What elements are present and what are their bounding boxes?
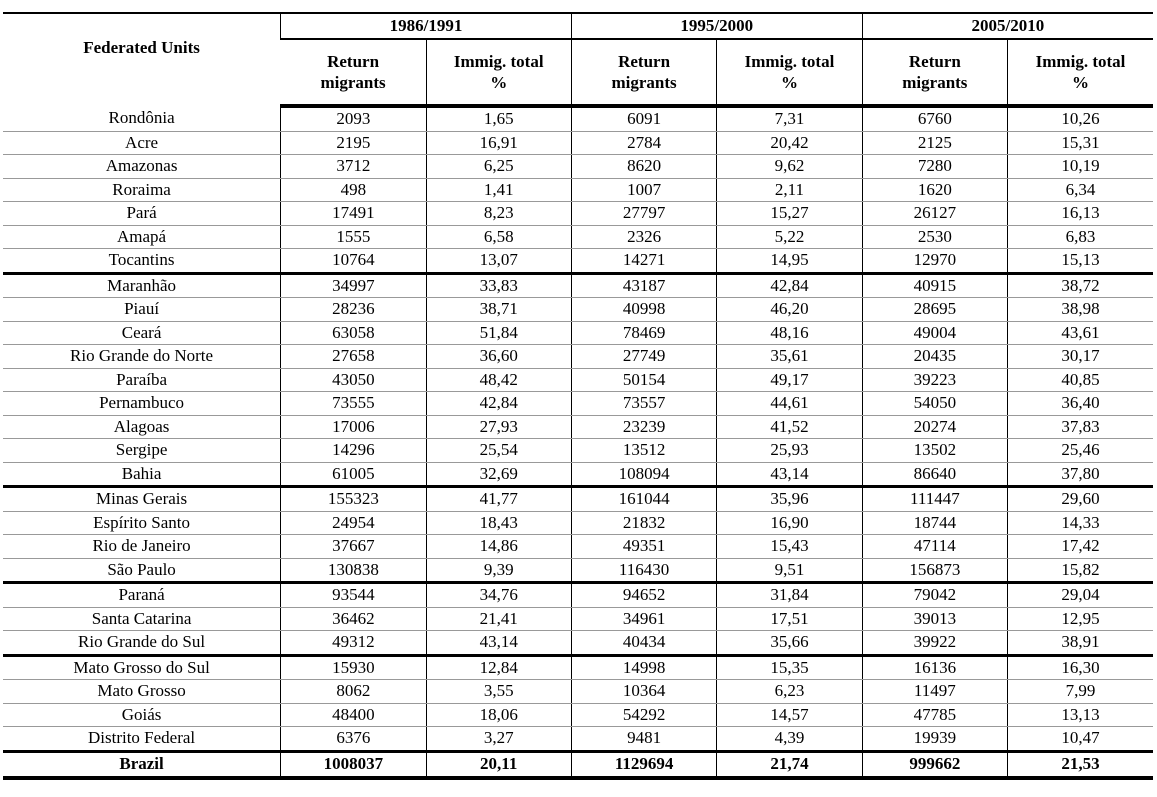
immig-percent-value: 34,76 (426, 583, 571, 608)
immig-percent-value: 51,84 (426, 321, 571, 345)
immig-percent-value: 6,25 (426, 155, 571, 179)
immig-percent-value: 41,77 (426, 487, 571, 512)
return-migrants-value: 6376 (281, 727, 426, 752)
state-name: Santa Catarina (3, 607, 281, 631)
state-name: Tocantins (3, 249, 281, 274)
return-migrants-value: 14998 (571, 655, 716, 680)
state-name: Piauí (3, 298, 281, 322)
header-line: % (1072, 73, 1090, 92)
return-migrants-value: 19939 (862, 727, 1007, 752)
immig-percent-value: 38,91 (1008, 631, 1153, 656)
immig-percent-value: 35,66 (717, 631, 862, 656)
immig-percent-value: 9,51 (717, 558, 862, 583)
immig-percent-value: 10,47 (1008, 727, 1153, 752)
state-name: Distrito Federal (3, 727, 281, 752)
return-migrants-value: 2195 (281, 131, 426, 155)
immig-percent-value: 16,30 (1008, 655, 1153, 680)
return-migrants-value: 39223 (862, 368, 1007, 392)
return-migrants-value: 36462 (281, 607, 426, 631)
return-migrants-value: 6760 (862, 106, 1007, 131)
table-row (3, 392, 1153, 416)
immig-percent-value: 14,57 (717, 703, 862, 727)
table-row (3, 535, 1153, 559)
immig-percent-value: 38,71 (426, 298, 571, 322)
immig-percent-value: 7,99 (1008, 680, 1153, 704)
immig-percent-value: 10,26 (1008, 106, 1153, 131)
immig-percent-value: 38,98 (1008, 298, 1153, 322)
return-migrants-value: 79042 (862, 583, 1007, 608)
return-migrants-value: 130838 (281, 558, 426, 583)
immig-total-header (426, 39, 571, 106)
immig-percent-value: 4,39 (717, 727, 862, 752)
immig-percent-value: 12,84 (426, 655, 571, 680)
return-migrants-value: 498 (281, 178, 426, 202)
return-migrants-value: 28236 (281, 298, 426, 322)
header-line: Return (327, 52, 380, 71)
header-line: migrants (611, 73, 677, 92)
return-migrants-value: 1620 (862, 178, 1007, 202)
immig-percent-value: 42,84 (426, 392, 571, 416)
return-migrants-value: 49004 (862, 321, 1007, 345)
return-migrants-value: 111447 (862, 487, 1007, 512)
immig-percent-value: 13,13 (1008, 703, 1153, 727)
period-header: 1986/1991 (281, 13, 572, 39)
immig-percent-value: 5,22 (717, 225, 862, 249)
return-migrants-value: 18744 (862, 511, 1007, 535)
immig-percent-value: 20,11 (426, 751, 571, 778)
return-migrants-value: 17491 (281, 202, 426, 226)
state-name: Rio de Janeiro (3, 535, 281, 559)
return-migrants-value: 14271 (571, 249, 716, 274)
table-row (3, 631, 1153, 656)
state-name: Acre (3, 131, 281, 155)
return-migrants-header (862, 39, 1007, 106)
return-migrants-value: 2326 (571, 225, 716, 249)
header-line: Immig. total (744, 52, 835, 71)
return-migrants-value: 34961 (571, 607, 716, 631)
immig-percent-value: 43,14 (426, 631, 571, 656)
table-row (3, 558, 1153, 583)
immig-percent-value: 1,41 (426, 178, 571, 202)
immig-percent-value: 32,69 (426, 462, 571, 487)
table-row (3, 439, 1153, 463)
immig-total-header (717, 39, 862, 106)
immig-percent-value: 17,42 (1008, 535, 1153, 559)
immig-percent-value: 10,19 (1008, 155, 1153, 179)
return-migrants-value: 47785 (862, 703, 1007, 727)
return-migrants-value: 34997 (281, 273, 426, 298)
return-migrants-value: 37667 (281, 535, 426, 559)
table-row (3, 321, 1153, 345)
immig-percent-value: 18,06 (426, 703, 571, 727)
immig-percent-value: 36,60 (426, 345, 571, 369)
table-row (3, 415, 1153, 439)
return-migrants-value: 21832 (571, 511, 716, 535)
state-name: Rio Grande do Sul (3, 631, 281, 656)
immig-percent-value: 15,13 (1008, 249, 1153, 274)
state-name: Espírito Santo (3, 511, 281, 535)
immig-percent-value: 48,42 (426, 368, 571, 392)
state-name: Roraima (3, 178, 281, 202)
return-migrants-value: 49351 (571, 535, 716, 559)
return-migrants-value: 27797 (571, 202, 716, 226)
table-row (3, 583, 1153, 608)
immig-percent-value: 15,35 (717, 655, 862, 680)
state-name: Amapá (3, 225, 281, 249)
table-row (3, 462, 1153, 487)
table-row (3, 131, 1153, 155)
return-migrants-value: 27749 (571, 345, 716, 369)
state-name: Maranhão (3, 273, 281, 298)
return-migrants-value: 73555 (281, 392, 426, 416)
return-migrants-table (3, 12, 1153, 780)
return-migrants-value: 10364 (571, 680, 716, 704)
return-migrants-value: 13502 (862, 439, 1007, 463)
return-migrants-value: 20274 (862, 415, 1007, 439)
return-migrants-value: 78469 (571, 321, 716, 345)
table-row (3, 298, 1153, 322)
return-migrants-value: 14296 (281, 439, 426, 463)
immig-percent-value: 25,54 (426, 439, 571, 463)
return-migrants-value: 155323 (281, 487, 426, 512)
return-migrants-value: 23239 (571, 415, 716, 439)
table-row (3, 202, 1153, 226)
immig-percent-value: 16,90 (717, 511, 862, 535)
return-migrants-value: 54050 (862, 392, 1007, 416)
immig-percent-value: 15,82 (1008, 558, 1153, 583)
return-migrants-header (281, 39, 426, 106)
return-migrants-value: 7280 (862, 155, 1007, 179)
header-line: Return (618, 52, 671, 71)
immig-percent-value: 25,93 (717, 439, 862, 463)
immig-percent-value: 9,62 (717, 155, 862, 179)
immig-percent-value: 15,27 (717, 202, 862, 226)
return-migrants-value: 17006 (281, 415, 426, 439)
immig-percent-value: 29,60 (1008, 487, 1153, 512)
immig-percent-value: 40,85 (1008, 368, 1153, 392)
immig-percent-value: 14,86 (426, 535, 571, 559)
immig-percent-value: 2,11 (717, 178, 862, 202)
return-migrants-value: 1007 (571, 178, 716, 202)
return-migrants-value: 10764 (281, 249, 426, 274)
period-header: 2005/2010 (862, 13, 1153, 39)
return-migrants-value: 40915 (862, 273, 1007, 298)
return-migrants-header (571, 39, 716, 106)
return-migrants-value: 3712 (281, 155, 426, 179)
table-row (3, 225, 1153, 249)
return-migrants-value: 48400 (281, 703, 426, 727)
return-migrants-value: 86640 (862, 462, 1007, 487)
table-row (3, 249, 1153, 274)
immig-percent-value: 35,96 (717, 487, 862, 512)
immig-percent-value: 7,31 (717, 106, 862, 131)
return-migrants-value: 13512 (571, 439, 716, 463)
state-name: Rio Grande do Norte (3, 345, 281, 369)
immig-percent-value: 6,23 (717, 680, 862, 704)
immig-percent-value: 8,23 (426, 202, 571, 226)
header-line: % (490, 73, 508, 92)
immig-percent-value: 31,84 (717, 583, 862, 608)
state-name: Amazonas (3, 155, 281, 179)
immig-percent-value: 29,04 (1008, 583, 1153, 608)
federated-units-header: Federated Units (3, 13, 281, 106)
immig-percent-value: 33,83 (426, 273, 571, 298)
immig-percent-value: 21,53 (1008, 751, 1153, 778)
header-line: migrants (902, 73, 968, 92)
state-name: Bahia (3, 462, 281, 487)
state-name: Mato Grosso (3, 680, 281, 704)
immig-percent-value: 21,41 (426, 607, 571, 631)
immig-percent-value: 3,27 (426, 727, 571, 752)
return-migrants-value: 47114 (862, 535, 1007, 559)
immig-percent-value: 48,16 (717, 321, 862, 345)
return-migrants-value: 11497 (862, 680, 1007, 704)
immig-percent-value: 27,93 (426, 415, 571, 439)
return-migrants-value: 16136 (862, 655, 1007, 680)
return-migrants-value: 8062 (281, 680, 426, 704)
immig-percent-value: 15,43 (717, 535, 862, 559)
header-line: % (780, 73, 798, 92)
state-name: Sergipe (3, 439, 281, 463)
state-name: Goiás (3, 703, 281, 727)
table-row (3, 487, 1153, 512)
immig-percent-value: 1,65 (426, 106, 571, 131)
immig-percent-value: 35,61 (717, 345, 862, 369)
return-migrants-value: 40434 (571, 631, 716, 656)
immig-percent-value: 6,34 (1008, 178, 1153, 202)
header-line: migrants (320, 73, 386, 92)
immig-percent-value: 38,72 (1008, 273, 1153, 298)
immig-percent-value: 16,13 (1008, 202, 1153, 226)
state-name: Pernambuco (3, 392, 281, 416)
return-migrants-value: 24954 (281, 511, 426, 535)
return-migrants-value: 27658 (281, 345, 426, 369)
return-migrants-value: 20435 (862, 345, 1007, 369)
return-migrants-value: 43050 (281, 368, 426, 392)
immig-percent-value: 43,61 (1008, 321, 1153, 345)
immig-percent-value: 44,61 (717, 392, 862, 416)
return-migrants-value: 54292 (571, 703, 716, 727)
immig-percent-value: 20,42 (717, 131, 862, 155)
table-row (3, 511, 1153, 535)
return-migrants-value: 156873 (862, 558, 1007, 583)
immig-percent-value: 12,95 (1008, 607, 1153, 631)
state-name: Pará (3, 202, 281, 226)
return-migrants-value: 39922 (862, 631, 1007, 656)
return-migrants-value: 61005 (281, 462, 426, 487)
return-migrants-value: 9481 (571, 727, 716, 752)
immig-percent-value: 42,84 (717, 273, 862, 298)
return-migrants-value: 1555 (281, 225, 426, 249)
return-migrants-value: 28695 (862, 298, 1007, 322)
return-migrants-value: 2125 (862, 131, 1007, 155)
return-migrants-value: 6091 (571, 106, 716, 131)
header-line: Immig. total (453, 52, 544, 71)
table-row (3, 607, 1153, 631)
return-migrants-value: 999662 (862, 751, 1007, 778)
immig-total-header (1008, 39, 1153, 106)
immig-percent-value: 41,52 (717, 415, 862, 439)
immig-percent-value: 43,14 (717, 462, 862, 487)
return-migrants-value: 26127 (862, 202, 1007, 226)
return-migrants-value: 40998 (571, 298, 716, 322)
return-migrants-value: 116430 (571, 558, 716, 583)
immig-percent-value: 18,43 (426, 511, 571, 535)
state-name: Ceará (3, 321, 281, 345)
table-row (3, 345, 1153, 369)
immig-percent-value: 36,40 (1008, 392, 1153, 416)
immig-percent-value: 13,07 (426, 249, 571, 274)
immig-percent-value: 14,33 (1008, 511, 1153, 535)
state-name: Mato Grosso do Sul (3, 655, 281, 680)
return-migrants-value: 2093 (281, 106, 426, 131)
total-label: Brazil (3, 751, 281, 778)
immig-percent-value: 46,20 (717, 298, 862, 322)
immig-percent-value: 6,83 (1008, 225, 1153, 249)
return-migrants-value: 2530 (862, 225, 1007, 249)
return-migrants-value: 2784 (571, 131, 716, 155)
immig-percent-value: 49,17 (717, 368, 862, 392)
immig-percent-value: 14,95 (717, 249, 862, 274)
total-row (3, 751, 1153, 778)
return-migrants-value: 43187 (571, 273, 716, 298)
immig-percent-value: 17,51 (717, 607, 862, 631)
return-migrants-value: 8620 (571, 155, 716, 179)
immig-percent-value: 30,17 (1008, 345, 1153, 369)
immig-percent-value: 25,46 (1008, 439, 1153, 463)
header-line: Immig. total (1035, 52, 1126, 71)
state-name: Minas Gerais (3, 487, 281, 512)
table-row (3, 368, 1153, 392)
table-row (3, 178, 1153, 202)
table-row (3, 655, 1153, 680)
immig-percent-value: 16,91 (426, 131, 571, 155)
table-row (3, 727, 1153, 752)
return-migrants-value: 63058 (281, 321, 426, 345)
return-migrants-value: 108094 (571, 462, 716, 487)
return-migrants-value: 94652 (571, 583, 716, 608)
state-name: Alagoas (3, 415, 281, 439)
table-row (3, 273, 1153, 298)
immig-percent-value: 3,55 (426, 680, 571, 704)
return-migrants-value: 73557 (571, 392, 716, 416)
period-header: 1995/2000 (571, 13, 862, 39)
immig-percent-value: 37,83 (1008, 415, 1153, 439)
return-migrants-value: 39013 (862, 607, 1007, 631)
state-name: São Paulo (3, 558, 281, 583)
immig-percent-value: 21,74 (717, 751, 862, 778)
return-migrants-value: 12970 (862, 249, 1007, 274)
return-migrants-value: 49312 (281, 631, 426, 656)
return-migrants-value: 1129694 (571, 751, 716, 778)
immig-percent-value: 15,31 (1008, 131, 1153, 155)
table-row (3, 155, 1153, 179)
return-migrants-value: 15930 (281, 655, 426, 680)
immig-percent-value: 6,58 (426, 225, 571, 249)
state-name: Rondônia (3, 106, 281, 131)
immig-percent-value: 37,80 (1008, 462, 1153, 487)
table-row (3, 106, 1153, 131)
return-migrants-value: 1008037 (281, 751, 426, 778)
table-row (3, 703, 1153, 727)
table-row (3, 680, 1153, 704)
state-name: Paraná (3, 583, 281, 608)
return-migrants-value: 50154 (571, 368, 716, 392)
state-name: Paraíba (3, 368, 281, 392)
immig-percent-value: 9,39 (426, 558, 571, 583)
return-migrants-value: 93544 (281, 583, 426, 608)
header-line: Return (908, 52, 961, 71)
return-migrants-value: 161044 (571, 487, 716, 512)
